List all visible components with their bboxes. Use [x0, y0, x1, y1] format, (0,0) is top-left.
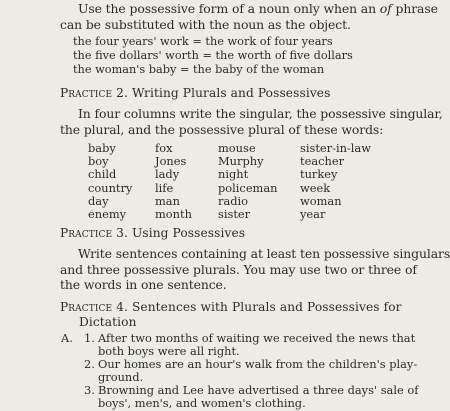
item-2-line-2: ground.: [98, 370, 144, 384]
word: night: [218, 167, 249, 182]
word: Murphy: [218, 154, 264, 169]
word-column-4: [300, 142, 371, 221]
practice-2-line-2: the plural, and the possessive plural of these words:: [60, 122, 384, 137]
example-3: the woman's baby = the baby of the woman: [73, 63, 325, 76]
word-column-3: [218, 142, 277, 221]
item-3-line-1: Browning and Lee have advertised a three days' sale of: [98, 383, 419, 397]
practice-4-label: Practice 4.: [60, 300, 128, 314]
practice-3-line-1: Write sentences containing at least ten possessive singulars: [78, 246, 450, 261]
word: week: [300, 180, 331, 195]
item-3-line-2: boys', men's, and women's clothing.: [98, 396, 306, 410]
word: mouse: [218, 141, 256, 155]
practice-4-heading: [60, 300, 402, 314]
word: Jones: [155, 154, 187, 169]
word: turkey: [300, 167, 338, 182]
word: boy: [88, 154, 109, 169]
practice-4-title: Sentences with Plurals and Possessives for: [131, 300, 402, 314]
item-number: 2.: [84, 357, 95, 371]
word-column-1: [88, 142, 132, 221]
word: enemy: [88, 207, 127, 222]
practice-2-title: Writing Plurals and Possessives: [131, 86, 331, 100]
example-1: the four years' work = the work of four years: [73, 35, 333, 48]
word: baby: [88, 141, 116, 155]
word: child: [88, 167, 117, 182]
word: sister: [218, 207, 251, 222]
word: fox: [155, 141, 173, 155]
item-2-line-1: Our homes are an hour's walk from the children's play-: [98, 357, 418, 371]
word: woman: [300, 193, 342, 208]
practice-3-line-2: and three possessive plurals. You may use two or three of: [60, 262, 417, 277]
word: day: [88, 193, 109, 208]
example-2: the five dollars' worth = the worth of five dollars: [73, 49, 353, 62]
word: life: [155, 180, 174, 195]
practice-3-label: Practice 3.: [60, 226, 128, 240]
item-number: 3.: [84, 383, 95, 397]
practice-3-line-3: the words in one sentence.: [60, 277, 227, 292]
section-a-label: A.: [61, 331, 73, 345]
word: policeman: [218, 180, 278, 195]
item-1-line-2: both boys were all right.: [98, 344, 240, 358]
practice-2-heading: [60, 86, 330, 100]
intro-line-1: Use the possessive form of a noun only when an of phrase: [78, 1, 438, 16]
practice-3-heading: [60, 226, 245, 240]
item-number: 1.: [84, 331, 95, 345]
word: sister-in-law: [300, 141, 371, 155]
word: radio: [218, 193, 249, 208]
word: lady: [155, 167, 180, 182]
word: man: [155, 193, 180, 208]
practice-2-line-1: In four columns write the singular, the possessive singular,: [78, 106, 443, 121]
item-1-line-1: After two months of waiting we received the news that: [98, 331, 416, 345]
word: month: [155, 207, 192, 222]
practice-3-title: Using Possessives: [131, 226, 246, 240]
intro-line-2: can be substituted with the noun as the object.: [60, 17, 351, 32]
practice-4-title-cont: Dictation: [79, 315, 137, 329]
word-column-2: [155, 142, 192, 221]
word: teacher: [300, 154, 345, 169]
word: country: [88, 180, 133, 195]
practice-2-label: Practice 2.: [60, 86, 128, 100]
word: year: [300, 207, 326, 222]
